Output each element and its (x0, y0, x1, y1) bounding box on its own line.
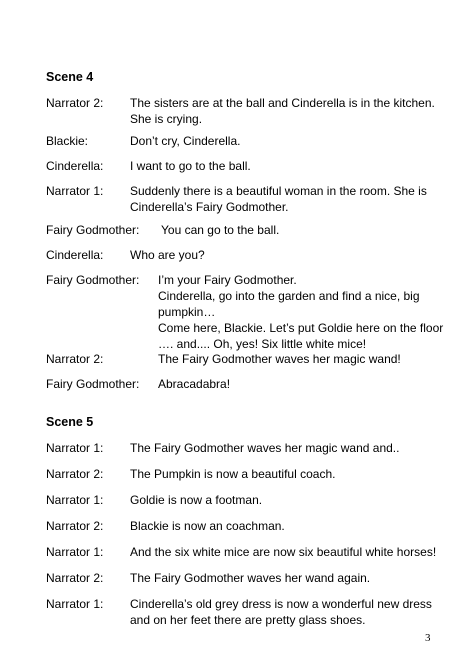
speaker-label: Narrator 2: (46, 467, 104, 481)
speaker-label: Fairy Godmother: (46, 273, 140, 287)
speaker-label: Fairy Godmother: (46, 223, 140, 237)
speaker-label: Narrator 1: (46, 545, 104, 559)
speech-text (130, 570, 454, 586)
speech-line: Don’t cry, Cinderella. (130, 134, 241, 148)
speech-line: The Fairy Godmother waves her wand again. (130, 571, 371, 585)
speaker-label: Narrator 1: (46, 493, 104, 507)
scene-5-title: Scene 5 (46, 415, 94, 429)
speech-line: Come here, Blackie. Let’s put Goldie here on the floor (158, 321, 444, 335)
speech-text (158, 376, 454, 392)
speaker-label: Narrator 2: (46, 519, 104, 533)
speaker-label: Cinderella: (46, 248, 104, 262)
speech-line: I want to go to the ball. (130, 159, 251, 173)
speech-line: Blackie is now an coachman. (130, 519, 285, 533)
speech-line: Goldie is now a footman. (130, 493, 263, 507)
speech-line: Suddenly there is a beautiful woman in the room. She is (130, 184, 427, 198)
speech-text (158, 272, 454, 352)
page-number: 3 (425, 632, 431, 644)
speaker-label: Cinderella: (46, 159, 104, 173)
speaker-label: Narrator 1: (46, 184, 104, 198)
speech-text (130, 492, 454, 508)
speaker-label: Narrator 2: (46, 96, 104, 110)
speech-line: She is crying. (130, 112, 203, 126)
speaker-label: Narrator 1: (46, 441, 104, 455)
speech-text (158, 351, 454, 367)
speech-line: Abracadabra! (158, 377, 231, 391)
speech-line: And the six white mice are now six beautiful white horses! (130, 545, 437, 559)
speaker-label: Narrator 2: (46, 571, 104, 585)
speaker-label: Blackie: (46, 134, 89, 148)
speaker-label: Fairy Godmother: (46, 377, 140, 391)
speech-line: …. and.... Oh, yes! Six little white mice! (158, 337, 367, 351)
speech-line: Who are you? (130, 248, 205, 262)
speech-line: Cinderella, go into the garden and find a nice, big (158, 289, 420, 303)
speech-text (130, 596, 454, 628)
scene-4-title: Scene 4 (46, 70, 94, 84)
speech-text (130, 158, 454, 174)
speech-line: The Fairy Godmother waves her magic wand! (158, 352, 401, 366)
speech-line: I’m your Fairy Godmother. (158, 273, 297, 287)
speech-line: and on her feet there are pretty glass shoes. (130, 613, 366, 627)
speech-text (130, 95, 454, 127)
speech-text (130, 544, 454, 560)
speech-line: Cinderella’s old grey dress is now a wonderful new dress (130, 597, 432, 611)
speaker-label: Narrator 2: (46, 352, 104, 366)
speaker-label: Narrator 1: (46, 597, 104, 611)
speech-text (130, 440, 454, 456)
speech-line: The sisters are at the ball and Cinderella is in the kitchen. (130, 96, 435, 110)
speech-text (161, 222, 454, 238)
speech-text (130, 183, 454, 215)
speech-text (130, 133, 454, 149)
speech-line: You can go to the ball. (161, 223, 280, 237)
speech-line: Cinderella’s Fairy Godmother. (130, 200, 289, 214)
speech-text (130, 247, 454, 263)
speech-line: The Fairy Godmother waves her magic wand and.. (130, 441, 400, 455)
speech-text (130, 518, 454, 534)
speech-text (130, 466, 454, 482)
speech-line: pumpkin… (158, 305, 216, 319)
speech-line: The Pumpkin is now a beautiful coach. (130, 467, 336, 481)
